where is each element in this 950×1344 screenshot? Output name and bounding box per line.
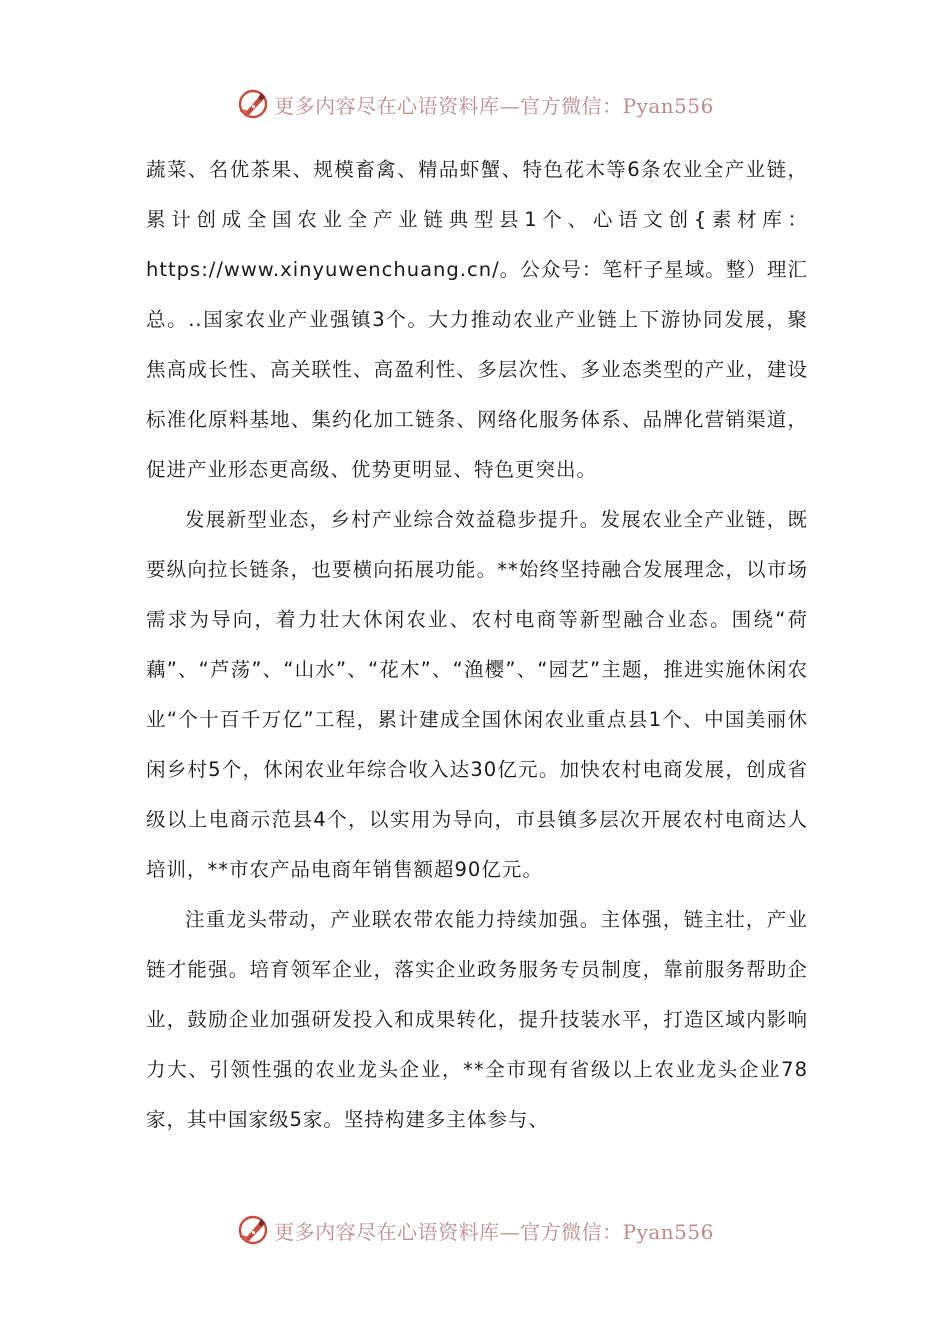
- page-footer: [0, 1210, 950, 1250]
- pen-nib-icon: [236, 87, 270, 121]
- page-header: [0, 84, 950, 124]
- paragraph-2: 发展新型业态，乡村产业综合效益稳步提升。发展农业全产业链，既要纵向拉长链条，也要横向拓展功能。**始终坚持融合发展理念，以市场需求为导向，着力壮大休闲农业、农村电商等新型融合业态。围绕“荷藕”、“芦荡”、“山水”、“花木”、“渔樱”、“园艺”主题，推进实施休闲农业“个十百千万亿”工程，累计建成全国休闲农业重点县1个、中国美丽休闲乡村5个，休闲农业年综合收入达30亿元。加快农村电商发展，创成省级以上电商示范县4个，以实用为导向，市县镇多层次开展农村电商达人培训，**市农产品电商年销售额超90亿元。: [146, 508, 808, 881]
- paragraph-3: 注重龙头带动，产业联农带农能力持续加强。主体强，链主壮，产业链才能强。培育领军企业，落实企业政务服务专员制度，靠前服务帮助企业，鼓励企业加强研发投入和成果转化，提升技装水平，打造区域内影响力大、引领性强的农业龙头企业，**全市现有省级以上农业龙头企业78家，其中国家级5家。坚持构建多主体参与、: [146, 908, 808, 1131]
- pen-nib-icon: [236, 1213, 270, 1247]
- header-banner-text: 更多内容尽在心语资料库—官方微信：Pyan556: [274, 93, 714, 118]
- footer-banner-text: 更多内容尽在心语资料库—官方微信：Pyan556: [274, 1219, 714, 1244]
- document-body: [146, 145, 808, 1145]
- paragraph-1: 蔬菜、名优茶果、规模畜禽、精品虾蟹、特色花木等6条农业全产业链，累计创成全国农业全产业链典型县1个、心语文创{素材库：https://www.xinyuwenchuang.cn/。公众号：笔杆子星域。整）理汇总。..国家农业产业强镇3个。大力推动农业产业链上下游协同发展，聚焦高成长性、高关联性、高盈利性、多层次性、多业态类型的产业，建设标准化原料基地、集约化加工链条、网络化服务体系、品牌化营销渠道，促进产业形态更高级、优势更明显、特色更突出。: [146, 158, 808, 481]
